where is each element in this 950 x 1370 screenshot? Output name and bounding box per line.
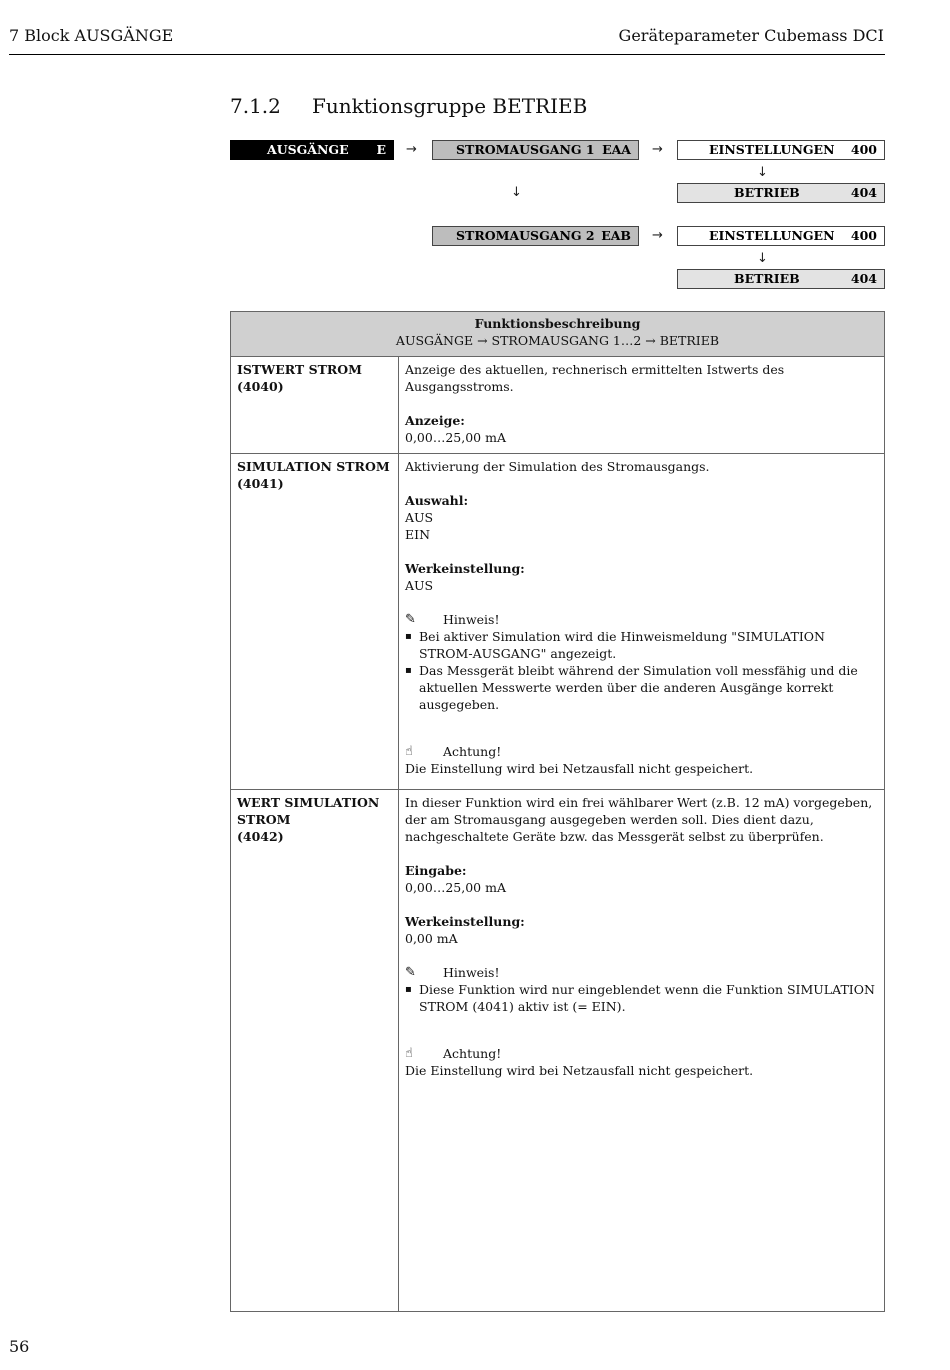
- display-range: 0,00…25,00 mA: [405, 430, 506, 445]
- function-name-cell: [231, 357, 399, 454]
- header-divider: [9, 54, 885, 55]
- note-heading: [405, 611, 878, 628]
- nav-group-label: EINSTELLUNGEN: [709, 228, 835, 243]
- caution-text: Die Einstellung wird bei Netzausfall nicht gespeichert.: [405, 1063, 754, 1078]
- nav-group-code: 404: [850, 271, 877, 286]
- note-item: ▪ Diese Funktion wird nur eingeblendet wenn die Funktion SIMULATION STROM (4041) aktiv ist (= EIN).: [405, 981, 878, 1015]
- table-header-path: AUSGÄNGE → STROMAUSGANG 1…2 → BETRIEB: [395, 333, 720, 348]
- note-title: Hinweis!: [443, 965, 500, 980]
- table-header-row: [231, 312, 885, 357]
- input-range: 0,00…25,00 mA: [405, 880, 506, 895]
- nav-branch-1-box: [432, 140, 639, 160]
- nav-branch-1-label: STROMAUSGANG 1: [456, 142, 595, 157]
- selection-option: AUS: [405, 510, 434, 525]
- nav-group-label: BETRIEB: [734, 185, 800, 200]
- function-name: ISTWERT STROM: [237, 362, 363, 377]
- nav-branch-2-box: [432, 226, 639, 246]
- caution-title: Achtung!: [443, 1046, 502, 1061]
- caution-title: Achtung!: [443, 744, 502, 759]
- nav-branch-2-group-2-box: [677, 269, 885, 289]
- table-row: [231, 454, 885, 790]
- function-body-cell: [399, 454, 885, 790]
- header-chapter: 7 Block AUSGÄNGE: [9, 26, 174, 45]
- function-name: WERT SIMULATION: [237, 795, 380, 810]
- function-code: (4042): [237, 829, 284, 844]
- nav-branch-1-group-1-box: [677, 140, 885, 160]
- function-code: (4040): [237, 379, 284, 394]
- function-code: (4041): [237, 476, 284, 491]
- note-list: [405, 981, 878, 1015]
- nav-group-label: EINSTELLUNGEN: [709, 142, 835, 157]
- arrow-right-icon: →: [652, 228, 663, 243]
- table-header-title: Funktionsbeschreibung: [474, 316, 641, 331]
- table-header: [231, 312, 885, 357]
- note-item: ▪ Bei aktiver Simulation wird die Hinweismeldung "SIMULATION STROM-AUSGANG" angezeigt.: [405, 628, 878, 662]
- header-document-title: Geräteparameter Cubemass DCI: [618, 26, 884, 45]
- nav-group-code: 400: [850, 142, 877, 157]
- selection-option: EIN: [405, 527, 430, 542]
- hand-caution-icon: ☝: [405, 1046, 413, 1061]
- pencil-icon: ✎: [405, 965, 416, 980]
- note-item: ▪ Das Messgerät bleibt während der Simulation voll messfähig und die aktuellen Messwerte werden über die anderen Ausgänge korrekt ausgegeben.: [405, 662, 878, 713]
- function-name-cell: [231, 454, 399, 790]
- section-title: Funktionsgruppe BETRIEB: [312, 94, 588, 118]
- function-description-table: [230, 311, 885, 1312]
- table-row: [231, 790, 885, 1312]
- function-name: SIMULATION STROM: [237, 459, 390, 474]
- function-name-cell: [231, 790, 399, 1312]
- function-body-cell: [399, 357, 885, 454]
- nav-root-code: E: [376, 142, 386, 157]
- table-row: [231, 357, 885, 454]
- arrow-down-icon: ↓: [757, 165, 768, 180]
- nav-branch-2-group-1-box: [677, 226, 885, 246]
- nav-branch-1-group-2-box: [677, 183, 885, 203]
- nav-group-label: BETRIEB: [734, 271, 800, 286]
- function-body-cell: [399, 790, 885, 1312]
- note-list: [405, 628, 878, 713]
- arrow-down-icon: ↓: [511, 185, 522, 200]
- function-description: In dieser Funktion wird ein frei wählbarer Wert (z.B. 12 mA) vorgegeben, der am Stromausgang ausgegeben werden soll. Dies dient dazu, nachgeschaltete Geräte bzw. das Messgerät selbst zu überprüfen.: [405, 795, 873, 844]
- pencil-icon: ✎: [405, 612, 416, 627]
- section-number: 7.1.2: [230, 94, 281, 118]
- nav-branch-2-label: STROMAUSGANG 2: [456, 228, 595, 243]
- note-heading: [405, 964, 878, 981]
- caution-text: Die Einstellung wird bei Netzausfall nicht gespeichert.: [405, 761, 754, 776]
- arrow-right-icon: →: [652, 142, 663, 157]
- nav-group-code: 404: [850, 185, 877, 200]
- caution-heading: [405, 743, 878, 760]
- factory-setting-label: Werkeinstellung:: [405, 561, 525, 576]
- factory-setting-label: Werkeinstellung:: [405, 914, 525, 929]
- display-label: Anzeige:: [405, 413, 465, 428]
- caution-heading: [405, 1045, 878, 1062]
- factory-setting-value: 0,00 mA: [405, 931, 458, 946]
- nav-root-label: AUSGÄNGE: [267, 142, 349, 157]
- arrow-right-icon: →: [406, 142, 417, 157]
- nav-branch-2-code: EAB: [601, 228, 631, 243]
- selection-label: Auswahl:: [405, 493, 469, 508]
- function-description: Aktivierung der Simulation des Stromausgangs.: [405, 459, 710, 474]
- function-name-continued: STROM: [237, 812, 291, 827]
- note-title: Hinweis!: [443, 612, 500, 627]
- input-label: Eingabe:: [405, 863, 467, 878]
- page-number: 56: [9, 1337, 30, 1356]
- hand-caution-icon: ☝: [405, 744, 413, 759]
- function-description: Anzeige des aktuellen, rechnerisch ermittelten Istwerts des Ausgangsstroms.: [405, 362, 785, 394]
- arrow-down-icon: ↓: [757, 251, 768, 266]
- nav-group-code: 400: [850, 228, 877, 243]
- factory-setting-value: AUS: [405, 578, 434, 593]
- nav-branch-1-code: EAA: [602, 142, 631, 157]
- nav-root-box: [230, 140, 394, 160]
